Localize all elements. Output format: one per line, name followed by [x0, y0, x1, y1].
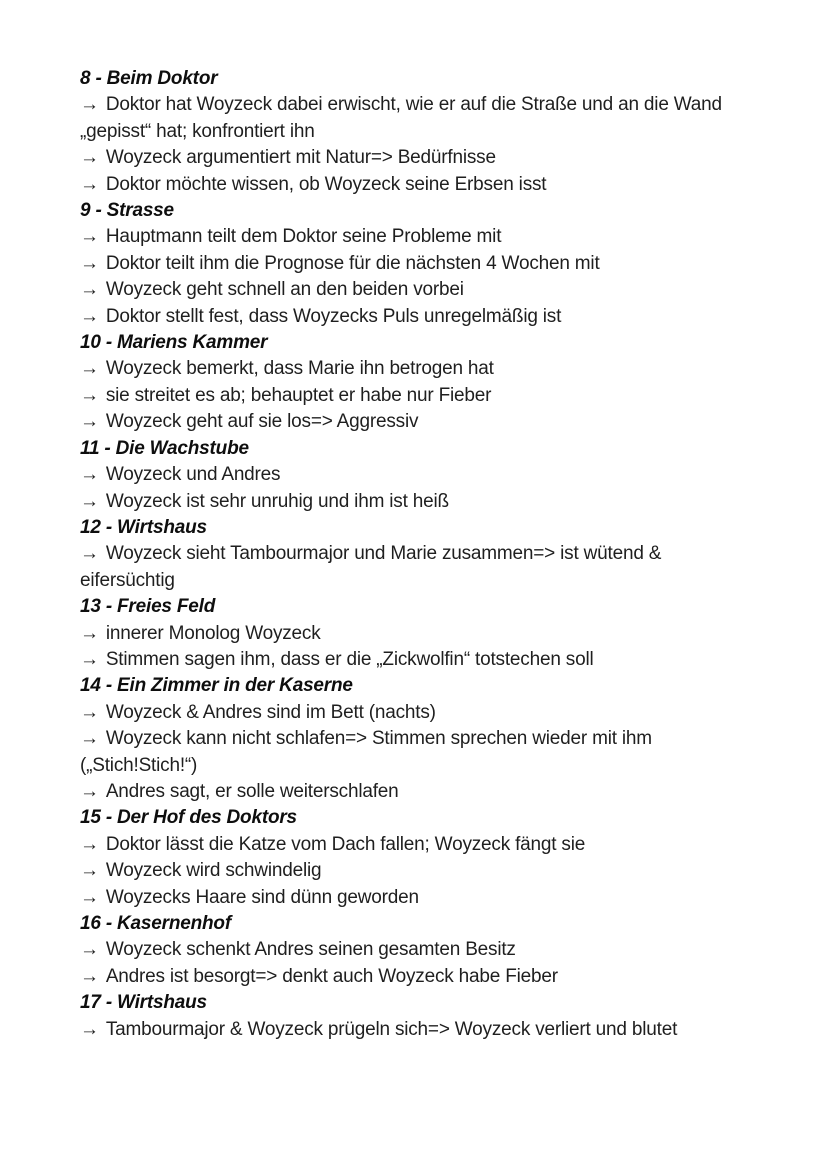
bullet-text: Woyzeck geht schnell an den beiden vorbei: [105, 279, 464, 301]
section-17: [80, 990, 758, 1043]
arrow-bullet-icon: →: [80, 147, 99, 169]
arrow-bullet-icon: →: [80, 173, 99, 195]
bullet-text: Woyzeck bemerkt, dass Marie ihn betrogen hat: [105, 358, 494, 380]
bullet-text: Andres ist besorgt=> denkt auch Woyzeck habe Fieber: [105, 965, 558, 987]
bullet-text: Woyzeck geht auf sie los=> Aggressiv: [105, 411, 419, 433]
bullet-item: [80, 964, 758, 990]
section-10: [80, 330, 758, 436]
bullet-text: Woyzeck kann nicht schlafen=> Stimmen sprechen wieder mit ihm („Stich!Stich!“): [80, 728, 652, 776]
bullet-item: [80, 145, 758, 171]
bullet-text: Woyzecks Haare sind dünn geworden: [105, 886, 419, 908]
section-8: [80, 66, 758, 198]
arrow-bullet-icon: →: [80, 728, 99, 750]
bullet-text: Stimmen sagen ihm, dass er die „Zickwolfin“ totstechen soll: [105, 648, 594, 670]
section-14: [80, 673, 758, 805]
arrow-bullet-icon: →: [80, 94, 99, 116]
bullet-text: Woyzeck ist sehr unruhig und ihm ist heiß: [105, 490, 449, 512]
section-12: [80, 515, 758, 594]
bullet-text: Woyzeck & Andres sind im Bett (nachts): [105, 701, 436, 723]
bullet-item: [80, 885, 758, 911]
section-heading: 9 - Strasse: [80, 200, 174, 222]
bullet-item: [80, 409, 758, 435]
arrow-bullet-icon: →: [80, 279, 99, 301]
arrow-bullet-icon: →: [80, 833, 99, 855]
arrow-bullet-icon: →: [80, 543, 99, 565]
bullet-text: Tambourmajor & Woyzeck prügeln sich=> Woyzeck verliert und blutet: [105, 1018, 678, 1040]
bullet-item: [80, 356, 758, 382]
arrow-bullet-icon: →: [80, 490, 99, 512]
bullet-item: [80, 647, 758, 673]
arrow-bullet-icon: →: [80, 252, 99, 274]
section-16: [80, 911, 758, 990]
section-11: [80, 436, 758, 515]
arrow-bullet-icon: →: [80, 1018, 99, 1040]
bullet-text: Woyzeck schenkt Andres seinen gesamten Besitz: [105, 939, 516, 961]
section-heading: 12 - Wirtshaus: [80, 516, 207, 538]
bullet-item: [80, 277, 758, 303]
arrow-bullet-icon: →: [80, 860, 99, 882]
bullet-item: [80, 172, 758, 198]
section-heading: 11 - Die Wachstube: [80, 437, 249, 459]
bullet-item: [80, 541, 758, 594]
section-heading: 10 - Mariens Kammer: [80, 332, 268, 354]
arrow-bullet-icon: →: [80, 622, 99, 644]
bullet-item: [80, 726, 758, 779]
bullet-text: sie streitet es ab; behauptet er habe nur Fieber: [105, 384, 492, 406]
bullet-text: Doktor stellt fest, dass Woyzecks Puls unregelmäßig ist: [105, 305, 562, 327]
section-heading: 13 - Freies Feld: [80, 596, 216, 618]
bullet-text: innerer Monolog Woyzeck: [105, 622, 321, 644]
bullet-item: [80, 858, 758, 884]
arrow-bullet-icon: →: [80, 464, 99, 486]
arrow-bullet-icon: →: [80, 886, 99, 908]
bullet-text: Woyzeck und Andres: [105, 464, 281, 486]
section-heading: 8 - Beim Doktor: [80, 68, 218, 89]
arrow-bullet-icon: →: [80, 226, 99, 248]
arrow-bullet-icon: →: [80, 648, 99, 670]
section-15: [80, 805, 758, 911]
bullet-text: Woyzeck sieht Tambourmajor und Marie zusammen=> ist wütend & eifersüchtig: [80, 543, 662, 591]
section-heading: 14 - Ein Zimmer in der Kaserne: [80, 675, 353, 697]
bullet-text: Doktor hat Woyzeck dabei erwischt, wie er auf die Straße und an die Wand „gepisst“ hat; konfrontiert ihn: [80, 94, 722, 142]
bullet-text: Woyzeck argumentiert mit Natur=> Bedürfnisse: [105, 147, 496, 169]
bullet-item: [80, 700, 758, 726]
bullet-item: [80, 1017, 758, 1043]
arrow-bullet-icon: →: [80, 939, 99, 961]
arrow-bullet-icon: →: [80, 780, 99, 802]
arrow-bullet-icon: →: [80, 384, 99, 406]
bullet-text: Doktor teilt ihm die Prognose für die nächsten 4 Wochen mit: [105, 252, 600, 274]
bullet-item: [80, 489, 758, 515]
bullet-item: [80, 92, 758, 145]
arrow-bullet-icon: →: [80, 358, 99, 380]
arrow-bullet-icon: →: [80, 305, 99, 327]
bullet-item: [80, 832, 758, 858]
arrow-bullet-icon: →: [80, 701, 99, 723]
bullet-item: [80, 383, 758, 409]
bullet-item: [80, 304, 758, 330]
bullet-text: Doktor möchte wissen, ob Woyzeck seine Erbsen isst: [105, 173, 547, 195]
bullet-item: [80, 621, 758, 647]
section-heading: 15 - Der Hof des Doktors: [80, 807, 297, 829]
bullet-text: Andres sagt, er solle weiterschlafen: [105, 780, 399, 802]
bullet-text: Hauptmann teilt dem Doktor seine Probleme mit: [105, 226, 502, 248]
arrow-bullet-icon: →: [80, 965, 99, 987]
bullet-item: [80, 462, 758, 488]
section-13: [80, 594, 758, 673]
arrow-bullet-icon: →: [80, 411, 99, 433]
section-heading: 17 - Wirtshaus: [80, 992, 207, 1014]
bullet-item: [80, 779, 758, 805]
section-9: [80, 198, 758, 330]
bullet-text: Doktor lässt die Katze vom Dach fallen; Woyzeck fängt sie: [105, 833, 586, 855]
bullet-text: Woyzeck wird schwindelig: [105, 860, 322, 882]
bullet-item: [80, 251, 758, 277]
section-heading: 16 - Kasernenhof: [80, 913, 231, 934]
bullet-item: [80, 224, 758, 250]
bullet-item: [80, 937, 758, 963]
